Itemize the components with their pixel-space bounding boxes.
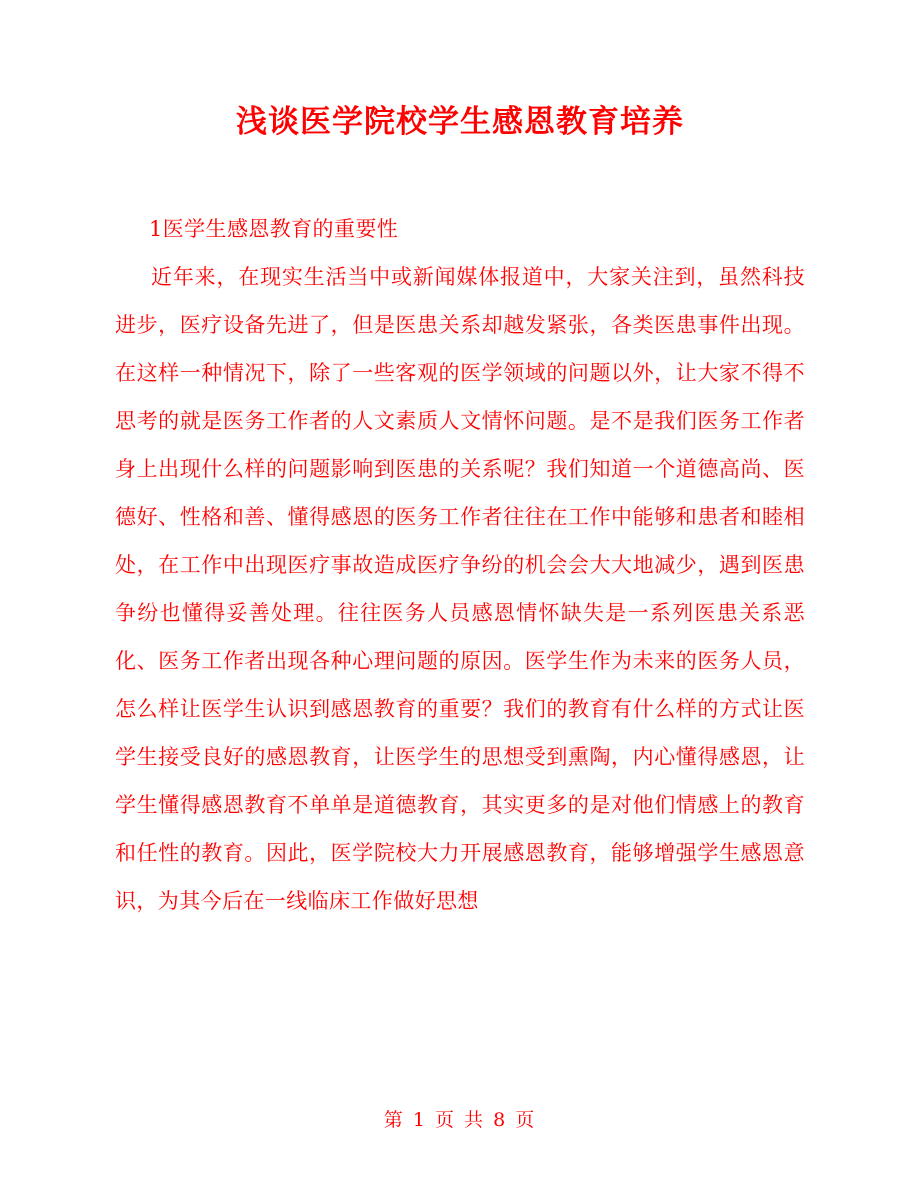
document-body — [115, 205, 805, 925]
paragraph-main: 近年来，在现实生活当中或新闻媒体报道中，大家关注到，虽然科技进步，医疗设备先进了，但是医患关系却越发紧张，各类医患事件出现。在这样一种情况下，除了一些客观的医学领域的问题以外，让大家不得不思考的就是医务工作者的人文素质人文情怀问题。是不是我们医务工作者身上出现什么样的问题影响到医患的关系呢？我们知道一个道德高尚、医德好、性格和善、懂得感恩的医务工作者往往在工作中能够和患者和睦相处，在工作中出现医疗事故造成医疗争纷的机会会大大地减少，遇到医患争纷也懂得妥善处理。往往医务人员感恩情怀缺失是一系列医患关系恶化、医务工作者出现各种心理问题的原因。医学生作为未来的医务人员，怎么样让医学生认识到感恩教育的重要？我们的教育有什么样的方式让医学生接受良好的感恩教育，让医学生的思想受到熏陶，内心懂得感恩，让学生懂得感恩教育不单单是道德教育，其实更多的是对他们情感上的教育和任性的教育。因此，医学院校大力开展感恩教育，能够增强学生感恩意识，为其今后在一线临床工作做好思想 — [115, 265, 805, 913]
paragraph-heading: 1医学生感恩教育的重要性 — [149, 217, 399, 241]
page-footer — [0, 1105, 920, 1132]
footer-current-page: 1 — [412, 1109, 427, 1131]
footer-total-pages: 8 — [493, 1109, 508, 1131]
footer-prefix: 第 — [383, 1109, 405, 1131]
footer-middle: 页 共 — [434, 1109, 486, 1131]
page-title: 浅谈医学院校学生感恩教育培养 — [236, 104, 684, 140]
footer-suffix: 页 — [515, 1109, 537, 1131]
